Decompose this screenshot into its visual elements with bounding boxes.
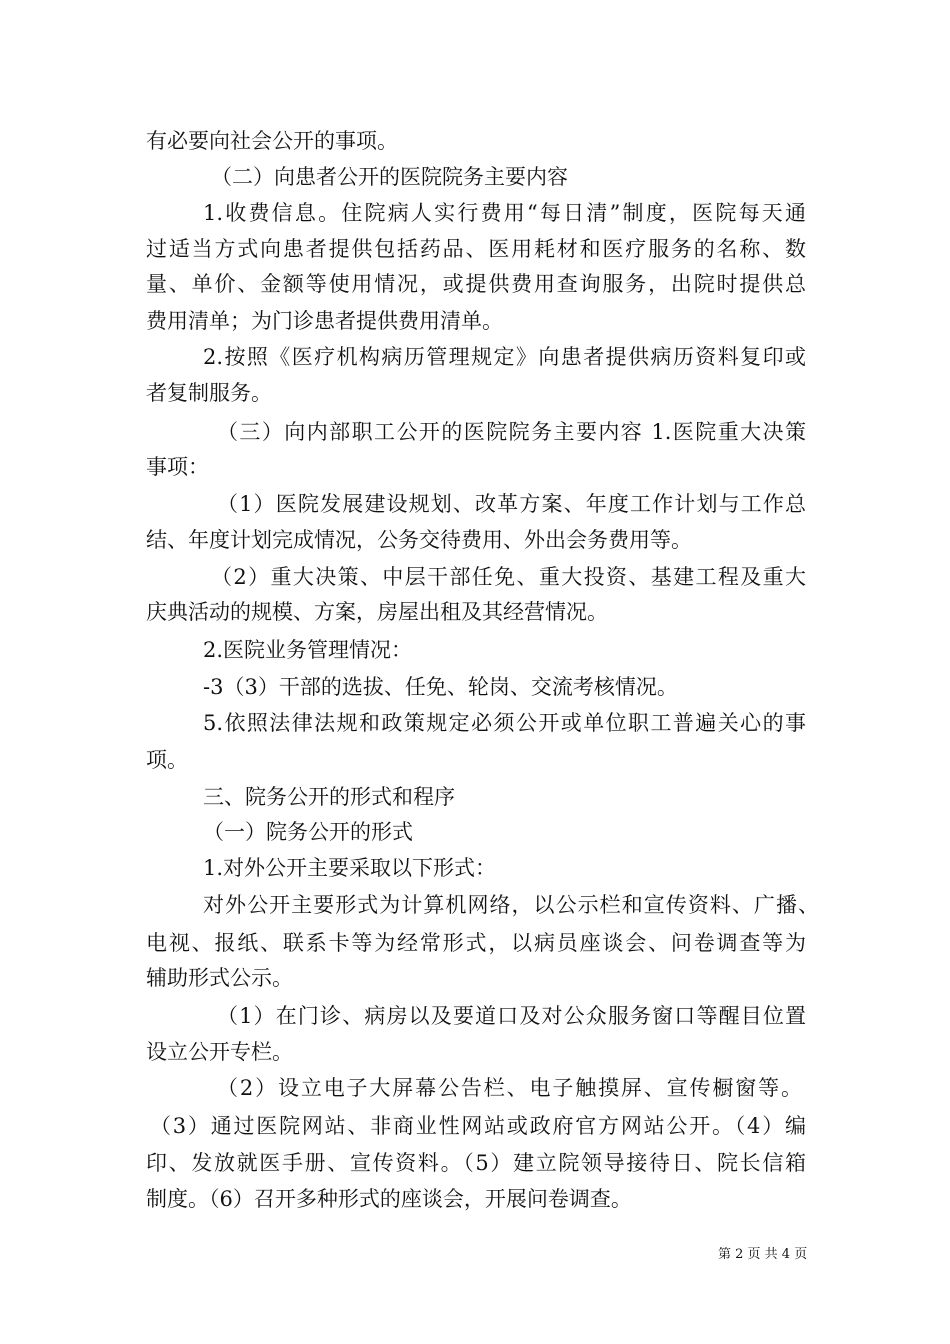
text-line: 庆典活动的规模、方案，房屋出租及其经营情况。 xyxy=(146,600,608,624)
text-line: 1.收费信息。住院病人实行费用“每日清”制度，医院每天通 xyxy=(203,201,806,225)
text-line: 印、发放就医手册、宣传资料。（5）建立院领导接待日、院长信箱 xyxy=(146,1151,806,1175)
section-heading: 三、院务公开的形式和程序 xyxy=(203,785,455,809)
section-heading: （一）院务公开的形式 xyxy=(203,820,413,844)
text-line: 费用清单；为门诊患者提供费用清单。 xyxy=(146,309,503,333)
text-line: 项。 xyxy=(146,748,188,772)
text-line: 2.医院业务管理情况： xyxy=(203,638,413,662)
section-heading: （二）向患者公开的医院院务主要内容 xyxy=(211,165,568,189)
text-line: 1.对外公开主要采取以下形式： xyxy=(203,856,497,880)
section-heading: （三）向内部职工公开的医院院务主要内容 1.医院重大决策 xyxy=(217,420,806,444)
text-line: （1）在门诊、病房以及要道口及对公众服务窗口等醒目位置 xyxy=(217,1004,806,1028)
text-line: 5.依照法律法规和政策规定必须公开或单位职工普遍关心的事 xyxy=(203,711,806,735)
text-line: -3（3）干部的选拔、任免、轮岗、交流考核情况。 xyxy=(203,675,678,699)
text-line: 辅助形式公示。 xyxy=(146,966,293,990)
text-line: （1）医院发展建设规划、改革方案、年度工作计划与工作总 xyxy=(217,492,806,516)
text-line: （2）设立电子大屏幕公告栏、电子触摸屏、宣传橱窗等。 xyxy=(217,1076,802,1100)
text-line: 量、单价、金额等使用情况，或提供费用查询服务，出院时提供总 xyxy=(146,272,806,296)
text-line: 有必要向社会公开的事项。 xyxy=(146,129,398,153)
text-line: 制度。（6）召开多种形式的座谈会，开展问卷调查。 xyxy=(146,1187,632,1211)
text-line: 结、年度计划完成情况，公务交待费用、外出会务费用等。 xyxy=(146,528,692,552)
text-line: 事项： xyxy=(146,455,209,479)
text-line: 过适当方式向患者提供包括药品、医用耗材和医疗服务的名称、数 xyxy=(146,237,806,261)
text-line: （2）重大决策、中层干部任免、重大投资、基建工程及重大 xyxy=(211,565,806,589)
text-line: 2.按照《医疗机构病历管理规定》向患者提供病历资料复印或 xyxy=(203,345,806,369)
text-line: （3）通过医院网站、非商业性网站或政府官方网站公开。（4）编 xyxy=(150,1114,806,1138)
text-line: 者复制服务。 xyxy=(146,381,272,405)
text-line: 设立公开专栏。 xyxy=(146,1040,293,1064)
page-number-footer: 第 2 页 共 4 页 xyxy=(718,1247,808,1262)
text-line: 电视、报纸、联系卡等为经常形式，以病员座谈会、问卷调查等为 xyxy=(146,931,806,955)
text-line: 对外公开主要形式为计算机网络，以公示栏和宣传资料、广播、 xyxy=(203,893,819,917)
